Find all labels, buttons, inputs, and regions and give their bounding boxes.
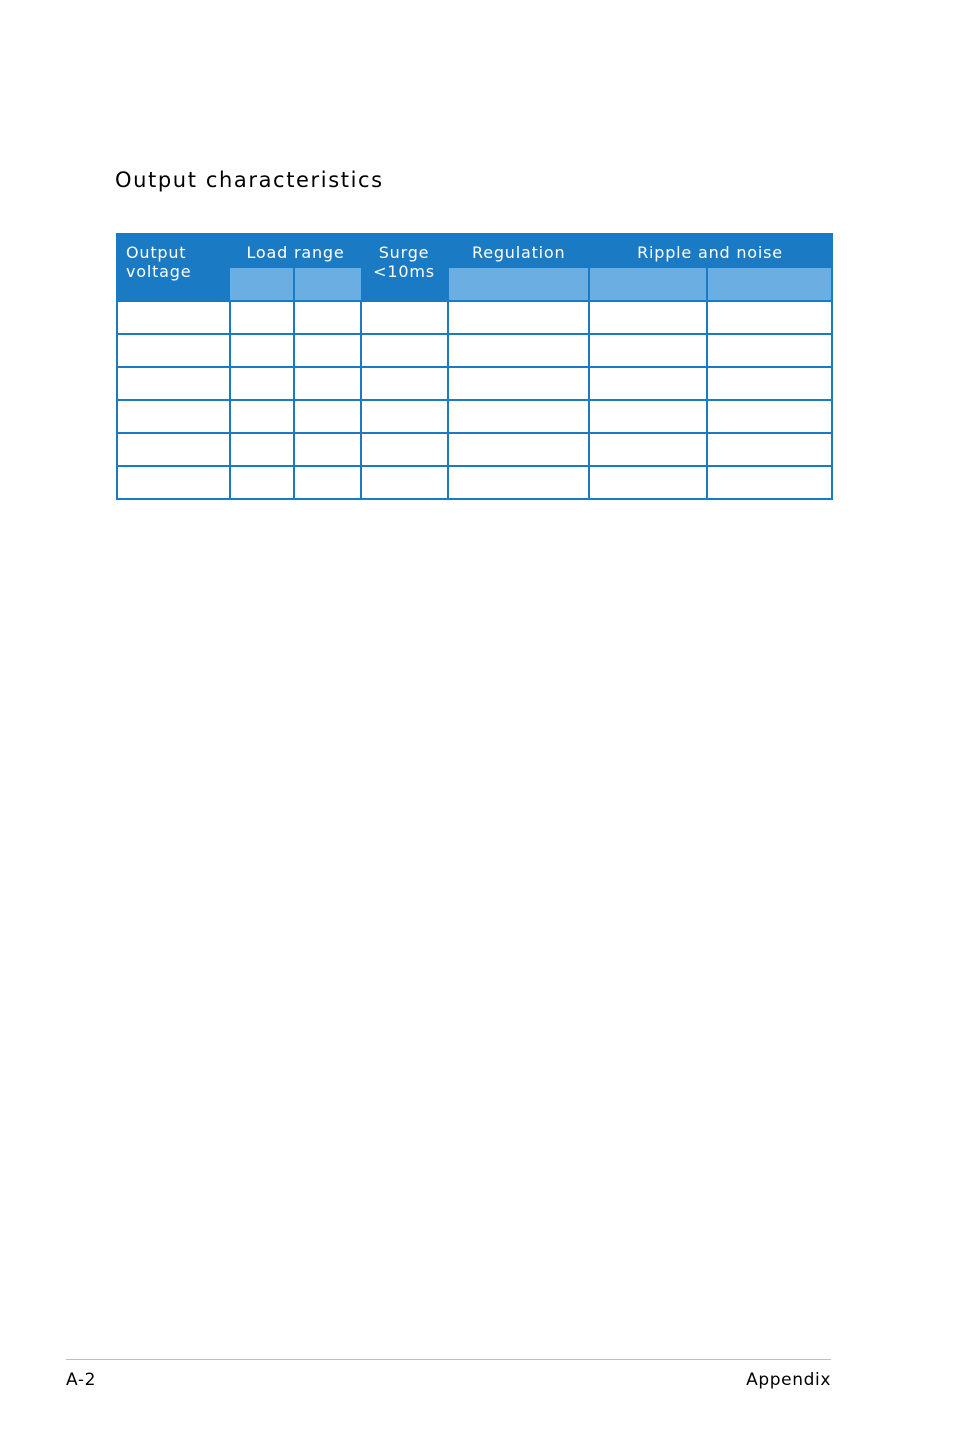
table-row xyxy=(117,433,832,466)
table-cell xyxy=(361,433,448,466)
footer-section-name: Appendix xyxy=(746,1370,831,1390)
subheader-cell xyxy=(294,268,361,301)
table-cell xyxy=(448,466,589,499)
footer-divider xyxy=(66,1359,831,1360)
table-cell xyxy=(448,433,589,466)
table-cell xyxy=(117,433,230,466)
table-cell xyxy=(117,301,230,334)
subheader-cell xyxy=(230,268,294,301)
subheader-cell xyxy=(448,268,589,301)
table-cell xyxy=(589,334,707,367)
output-characteristics-table xyxy=(116,233,833,500)
table-row xyxy=(117,301,832,334)
table-cell xyxy=(230,400,294,433)
table-cell xyxy=(707,367,832,400)
header-ripple-noise: Ripple and noise xyxy=(589,234,832,268)
table-cell xyxy=(707,466,832,499)
table-cell xyxy=(589,301,707,334)
table-cell xyxy=(230,301,294,334)
header-load-range: Load range xyxy=(230,234,361,268)
table-cell xyxy=(589,400,707,433)
table-cell xyxy=(361,400,448,433)
table-cell xyxy=(294,400,361,433)
table-body xyxy=(117,301,832,499)
table-cell xyxy=(117,400,230,433)
table-row xyxy=(117,334,832,367)
table-cell xyxy=(361,334,448,367)
table-cell xyxy=(294,334,361,367)
table-cell xyxy=(589,367,707,400)
table-row xyxy=(117,400,832,433)
table-cell xyxy=(294,466,361,499)
table-cell xyxy=(117,367,230,400)
table-cell xyxy=(448,301,589,334)
table-cell xyxy=(448,367,589,400)
header-row xyxy=(117,234,832,268)
table-cell xyxy=(707,334,832,367)
page-number: A-2 xyxy=(66,1370,97,1390)
table-cell xyxy=(707,400,832,433)
table-cell xyxy=(230,433,294,466)
table-cell xyxy=(117,466,230,499)
table-cell xyxy=(707,301,832,334)
table-cell xyxy=(230,334,294,367)
table-cell xyxy=(707,433,832,466)
table-cell xyxy=(361,367,448,400)
table-cell xyxy=(230,367,294,400)
table-cell xyxy=(589,433,707,466)
header-regulation: Regulation xyxy=(448,234,589,268)
table-row xyxy=(117,466,832,499)
table-cell xyxy=(294,367,361,400)
subheader-cell xyxy=(589,268,707,301)
table-cell xyxy=(294,301,361,334)
section-title: Output characteristics xyxy=(115,168,384,192)
table-row xyxy=(117,367,832,400)
table-cell xyxy=(294,433,361,466)
table-cell xyxy=(117,334,230,367)
table-cell xyxy=(361,466,448,499)
table-cell xyxy=(589,466,707,499)
header-surge: Surge <10ms xyxy=(361,234,448,301)
subheader-cell xyxy=(707,268,832,301)
table-cell xyxy=(448,334,589,367)
header-output-voltage: Output voltage xyxy=(117,234,230,301)
table-cell xyxy=(361,301,448,334)
table-cell xyxy=(230,466,294,499)
table-cell xyxy=(448,400,589,433)
